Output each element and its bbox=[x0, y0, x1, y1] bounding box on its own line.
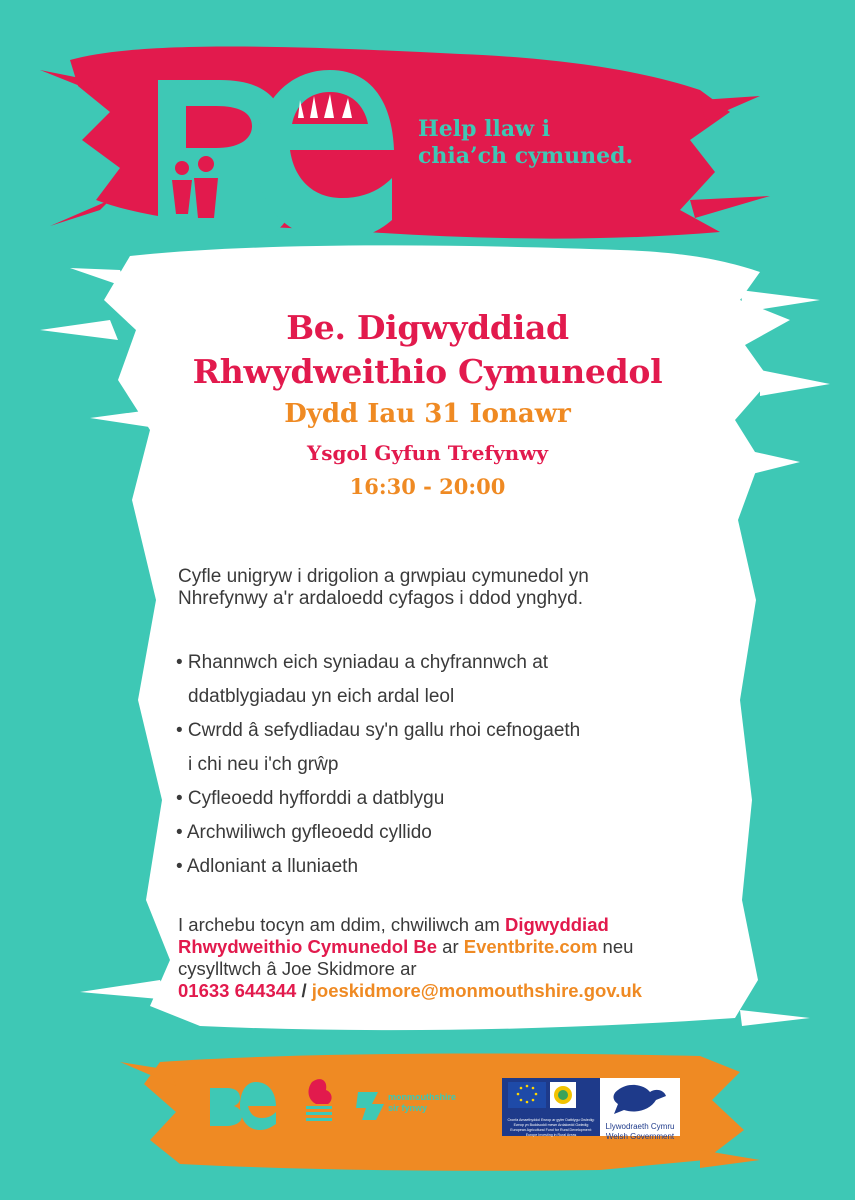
booking-event-name-2: Rhwydweithio Cymunedol Be bbox=[178, 936, 438, 957]
bullet-item: • Cyfleoedd hyfforddi a datblygu bbox=[176, 788, 445, 809]
bullet-item: • Cwrdd â sefydliadau sy'n gallu rhoi cefnogaeth bbox=[176, 720, 581, 741]
monmouthshire-emblem bbox=[356, 1092, 384, 1120]
intro-line-1: Cyfle unigryw i drigolion a grwpiau cymunedol yn bbox=[178, 566, 589, 587]
gov-line-2: Welsh Government bbox=[605, 1132, 675, 1141]
booking-text-2: ar bbox=[437, 936, 464, 957]
eu-line-3: European Agricultural Fund for Rural Development: bbox=[510, 1128, 592, 1132]
bullet-item: • Rhannwch eich syniadau a chyfrannwch at bbox=[176, 652, 549, 673]
contact-phone[interactable]: 01633 644344 bbox=[178, 980, 297, 1001]
eu-funding-text bbox=[503, 1118, 599, 1138]
booking-text-1: I archebu tocyn am ddim, chwiliwch am bbox=[178, 914, 505, 935]
event-title-line-1: Be. Digwyddiad bbox=[286, 308, 569, 347]
footer-be-logo bbox=[210, 1082, 276, 1130]
sir-fynwy-name: sir fynwy bbox=[388, 1103, 428, 1113]
event-venue: Ysgol Gyfun Trefynwy bbox=[306, 441, 549, 465]
tagline-line-2: chia’ch cymuned. bbox=[418, 143, 634, 169]
dragon-emblem bbox=[306, 1079, 332, 1121]
bullet-item: • Adloniant a lluniaeth bbox=[176, 856, 359, 877]
bullet-item: • Archwiliwch gyfleoedd cyllido bbox=[176, 822, 432, 843]
eu-line-2: Ewrop yn Buddsoddi mewn Ardaloedd Gwledig bbox=[513, 1123, 589, 1127]
bullet-item-continued: ddatblygiadau yn eich ardal leol bbox=[188, 686, 455, 707]
booking-text-3: neu bbox=[597, 936, 634, 957]
event-title-line-2: Rhwydweithio Cymunedol bbox=[192, 352, 663, 391]
eu-line-1: Cronfa Amaethyddol Ewrop ar gyfer Datblygu Gwledig: bbox=[507, 1118, 595, 1122]
welsh-government-text bbox=[600, 1122, 680, 1142]
monmouthshire-logo-text bbox=[388, 1092, 456, 1114]
monmouthshire-name: monmouthshire bbox=[388, 1092, 457, 1102]
bullet-item-continued: i chi neu i'ch grŵp bbox=[188, 754, 339, 775]
event-date: Dydd Iau 31 Ionawr bbox=[284, 399, 571, 429]
contact-email[interactable]: joeskidmore@monmouthshire.gov.uk bbox=[311, 980, 642, 1001]
eventbrite-link[interactable]: Eventbrite.com bbox=[463, 936, 598, 957]
tagline-line-1: Help llaw i bbox=[418, 116, 551, 142]
booking-event-name-1: Digwyddiad bbox=[504, 914, 609, 935]
intro-line-2: Nhrefynwy a'r ardaloedd cyfagos i ddod ynghyd. bbox=[178, 588, 583, 609]
gov-line-1: Llywodraeth Cymru bbox=[605, 1122, 675, 1131]
event-time: 16:30 - 20:00 bbox=[349, 474, 506, 499]
booking-contact: cysylltwch â Joe Skidmore ar bbox=[178, 958, 417, 979]
contact-separator: / bbox=[296, 980, 312, 1001]
eu-line-4: Europe Investing in Rural Areas bbox=[525, 1133, 577, 1137]
